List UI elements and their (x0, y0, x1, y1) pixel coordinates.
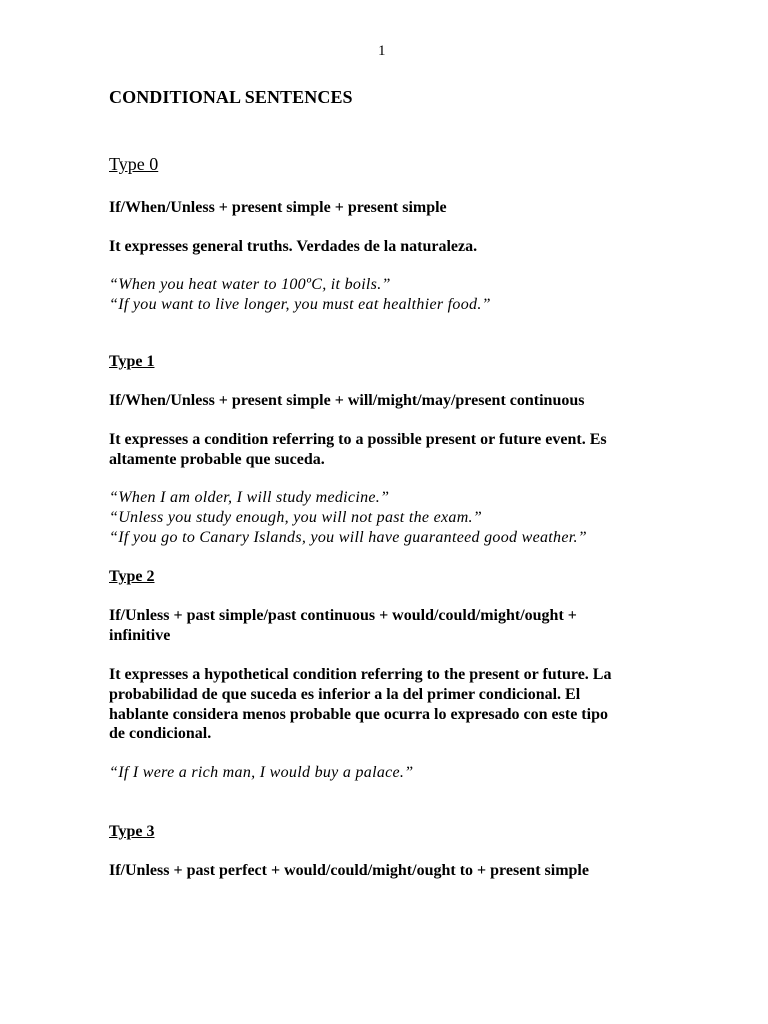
section-heading-type-0: Type 0 (109, 154, 159, 174)
example-type-0-2: “If you want to live longer, you must eat healthier food.” (109, 296, 491, 313)
formula-type-2-line-2: infinitive (109, 627, 171, 644)
formula-type-3: If/Unless + past perfect + would/could/might/ought to + present simple (109, 862, 589, 879)
example-type-1-2: “Unless you study enough, you will not past the exam.” (109, 509, 483, 526)
example-type-1-3: “If you go to Canary Islands, you will have guaranteed good weather.” (109, 529, 588, 546)
section-heading-type-3: Type 3 (109, 823, 155, 840)
document-title: CONDITIONAL SENTENCES (109, 87, 353, 107)
page-number: 1 (378, 43, 386, 59)
description-type-0: It expresses general truths. Verdades de la naturaleza. (109, 238, 478, 255)
formula-type-0: If/When/Unless + present simple + present simple (109, 199, 447, 216)
description-type-1-line-1: It expresses a condition referring to a possible present or future event. Es (109, 431, 607, 448)
example-type-2-1: “If I were a rich man, I would buy a palace.” (109, 764, 414, 781)
description-type-2-line-1: It expresses a hypothetical condition referring to the present or future. La (109, 666, 612, 683)
example-type-1-1: “When I am older, I will study medicine.” (109, 489, 390, 506)
description-type-2-line-4: de condicional. (109, 725, 212, 742)
description-type-2-line-2: probabilidad de que suceda es inferior a la del primer condicional. El (109, 686, 581, 703)
formula-type-1: If/When/Unless + present simple + will/might/may/present continuous (109, 392, 585, 409)
section-heading-type-2: Type 2 (109, 568, 155, 585)
description-type-1-line-2: altamente probable que suceda. (109, 451, 325, 468)
formula-type-2-line-1: If/Unless + past simple/past continuous + would/could/might/ought + (109, 607, 577, 624)
example-type-0-1: “When you heat water to 100ºC, it boils.” (109, 276, 391, 293)
description-type-2-line-3: hablante considera menos probable que ocurra lo expresado con este tipo (109, 706, 608, 723)
section-heading-type-1: Type 1 (109, 353, 155, 370)
